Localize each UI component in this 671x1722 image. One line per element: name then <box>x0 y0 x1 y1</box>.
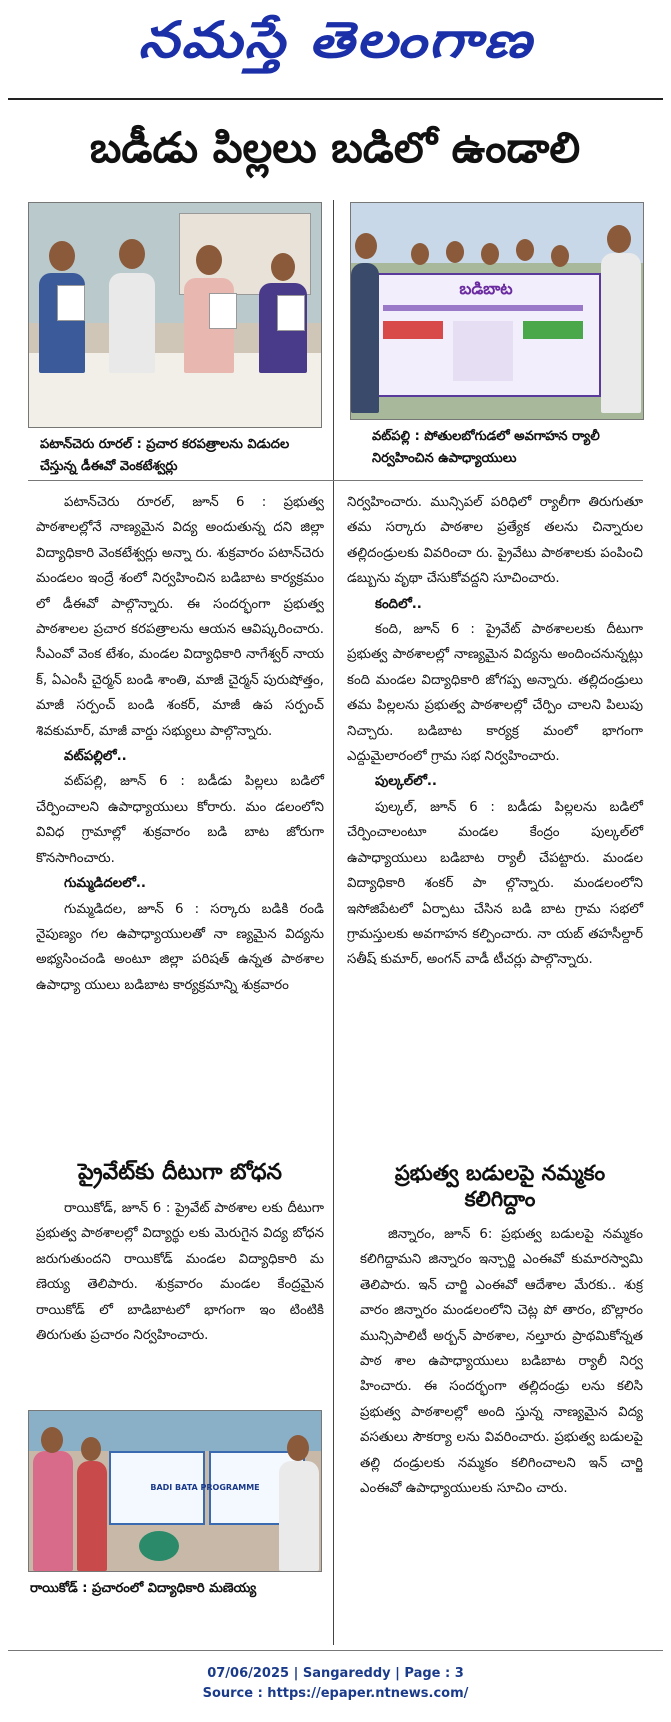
rally-banner <box>371 273 601 397</box>
subhead-kandi: కందిలో.. <box>375 596 422 612</box>
paragraph-raikode: రాయికోడ్, జూన్ 6 : ప్రైవేట్ పాఠశాల లకు దీటుగా ప్రభుత్వ పాఠశాలల్లో విద్యార్థు లకు మెరుగైన విద్య బోధన జరుగుతుందని రాయికోడ్ మండల విద్యాధికారి మ ణెయ్య తెలిపారు. శుక్రవారం మండల కేంద్రమైన రాయికోడ్ లో బాడిబాటలో భాగంగా ఇం టింటికి తిరుగుతు ప్రచారం నిర్వహించారు. <box>36 1201 324 1344</box>
paragraph-pulkal: పుల్కల్, జూన్ 6 : బడీడు పిల్లలను బడిలో చేర్పించాలంటూ మండల కేంద్రం పుల్కల్‌లో ఉపాధ్యాయులు బడిబాట ర్యాలీ చేపట్టారు. మండల విద్యాధికారి శంకర్ పా ల్గొన్నారు. మండలంలోని ఇసోజిపేటలో ఏర్పాటు చేసిన బడి బాట గ్రామ సభలో గ్రామస్తులకు అవగాహన కల్పించారు. నా యబ్ తహసీల్దార్ సతీష్ కుమార్, అంగన్ వాడీ టీచర్లు పాల్గొన్నారు. <box>347 799 643 968</box>
bottom-banner-text: BADI BATA PROGRAMME <box>150 1483 260 1492</box>
column-divider <box>333 200 334 1645</box>
paragraph-kandi: కంది, జూన్ 6 : ప్రైవేట్ పాఠశాలలకు దీటుగా ప్రభుత్వ పాఠశాలల్లో నాణ్యమైన విద్యను అందించనున్నట్లు కంది మండల విద్యాధికారి జోగప్ప అన్నారు. తల్లిదండ్రులు తమ పిల్లలను ప్రభుత్వ పాఠశాలల్లో చేర్పిం చాలని పిలుపు నిచ్చారు. బడిబాట కార్యక్ర మంలో భాగంగా ఎద్దుమైలారంలో గ్రామ సభ నిర్వహించారు. <box>347 622 643 765</box>
photo-bottom-caption: రాయికోడ్ : ప్రచారంలో విద్యాధికారి మణెయ్య <box>30 1581 257 1596</box>
paragraph-vatpalli: వట్‌పల్లి, జూన్ 6 : బడీడు పిల్లలు బడిలో చేర్పించాలని ఉపాధ్యాయులు కోరారు. మం డలంలోని వివిధ గ్రామాల్లో శుక్రవారం బడి బాట జోరుగా కొనసాగించారు. <box>36 774 324 866</box>
paragraph-jinnaram: జిన్నారం, జూన్ 6: ప్రభుత్వ బడులపై నమ్మకం కలిగిద్దామని జిన్నారం ఇన్చార్జి ఎంఈవో కుమారస్వామి తెలిపారు. ఇన్ చార్జి ఎంఈవో ఆదేశాల మేరకు.. శుక్ర వారం జిన్నారం మండలంలోని చెట్ల పో తారం, బొల్లారం మున్సిపాలిటీ అర్బన్ పాఠశాల, నల్తూరు ప్రాథమికోన్నత పాఠ శాల ఉపాధ్యాయులు బడిబాట ర్యాలీ నిర్వ హించారు. ఈ సందర్భంగా తల్లిదండ్రు లను కలిసి ప్రభుత్వ పాఠశాలల్లో అంది స్తున్న నాణ్యమైన విద్య వసతులు సౌకర్యా లను వివరించారు. ప్రభుత్వ బడులపై తల్లి దండ్రులకు నమ్మకం కలిగించాలని ఇన్ చార్జి ఎంఈవో ఉపాధ్యాయులకు సూచిం చారు. <box>360 1227 643 1497</box>
subhead-vatpalli: వట్‌పల్లిలో.. <box>64 749 127 765</box>
masthead-title: నమస్తే తెలంగాణ <box>137 10 534 69</box>
left-column-lower <box>36 1196 324 1348</box>
footer-source[interactable]: Source : https://epaper.ntnews.com/ <box>202 1686 469 1701</box>
photo-right <box>350 202 644 420</box>
right-column <box>347 490 643 973</box>
masthead-rule <box>8 98 663 100</box>
photo-left <box>28 202 322 428</box>
left-column <box>36 490 324 998</box>
rally-banner-title: బడిబాట <box>459 279 513 298</box>
subhead-private: ప్రైవేట్‌కు దీటుగా బోధన <box>78 1160 282 1185</box>
subhead-gummadidala: గుమ్మడిదలలో.. <box>64 876 146 892</box>
subhead-trust: ప్రభుత్వ బడులపై నమ్మకం కలిగిద్దాం <box>394 1161 606 1211</box>
masthead <box>0 0 671 95</box>
photo-left-caption: పటాన్‌చెరు రూరల్ : ప్రచార కరపత్రాలను విడుదల చేస్తున్న డీఈవో వెంకటేశ్వర్లు <box>40 437 290 474</box>
paragraph-municipal: నిర్వహించారు. మున్సిపల్ పరిధిలో ర్యాలీగా తిరుగుతూ తమ సర్కారు పాఠశాల ప్రత్యేక తలను చిన్నారుల తల్లిదండ్రులకు వివరించా రు. ప్రైవేటు పాఠశాలకు పంపించి డబ్బును వృథా చేసుకోవద్దని సూచించారు. <box>347 495 643 587</box>
right-column-lower <box>360 1222 643 1501</box>
paragraph-gummadidala: గుమ్మడిదల, జూన్ 6 : సర్కారు బడికి రండి నైపుణ్యం గల ఉపాధ్యాయులతో నా ణ్యమైన విద్యను అభ్యసించండి అంటూ జిల్లా పరిషత్ ఉన్నత పాఠశాల ఉపాధ్యా యులు బడిబాట కార్యక్రమాన్ని శుక్రవారం <box>36 901 324 993</box>
footer-rule <box>8 1650 663 1651</box>
headline: బడీడు పిల్లలు బడిలో ఉండాలి <box>89 123 581 172</box>
section-rule <box>28 480 643 481</box>
paragraph-patancheru: పటాన్‌చెరు రూరల్, జూన్ 6 : ప్రభుత్వ పాఠశాలల్లోనే నాణ్యమైన విద్య అందుతున్న దని జిల్లా విద్యాధికారి వెంకటేశ్వర్లు అన్నా రు. శుక్రవారం పటాన్‌చెరు మండలం ఇంద్రే శంలో నిర్వహించిన బడిబాట కార్యక్రమం లో డీఈవో పాల్గొన్నారు. ఈ సందర్భంగా ప్రభుత్వ పాఠశాలల ప్రచార కరపత్రాలను ఆయన ఆవిష్కరించారు. సీఎంవో వెంక టేశం, మండల విద్యాధికారి నాగేశ్వర్ నాయ క్, ఏఎంసీ చైర్మన్ బండి శాంతి, మాజీ చైర్మన్ పురుషోత్తం, మాజీ సర్పంచ్ బండి శంకర్, మాజీ ఉప సర్పంచ్ శివకుమార్, మాజీ వార్డు సభ్యులు పాల్గొన్నారు. <box>36 495 324 739</box>
photo-bottom <box>28 1410 322 1572</box>
subhead-pulkal: పుల్కల్‌లో.. <box>375 774 437 790</box>
photo-right-caption: వట్‌పల్లి : పోతులబోగుడలో అవగాహన ర్యాలీ నిర్వహించిన ఉపాధ్యాయులు <box>372 429 600 466</box>
footer-edition: 07/06/2025 | Sangareddy | Page : 3 <box>207 1666 464 1681</box>
